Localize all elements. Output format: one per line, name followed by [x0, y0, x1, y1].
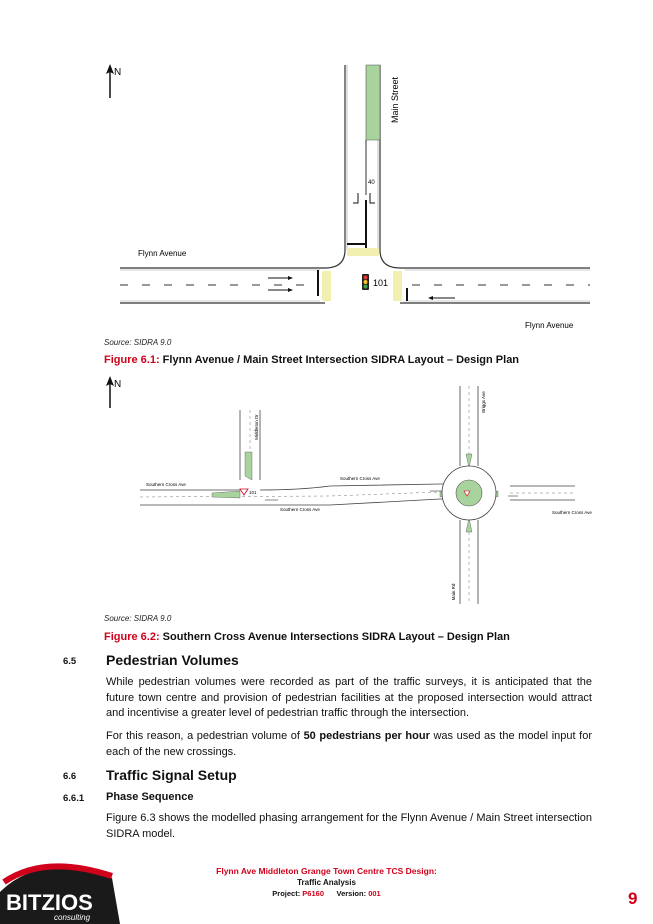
flynn-avenue-left-label: Flynn Avenue	[138, 249, 187, 258]
figure-6-1-caption-number: Figure 6.1:	[104, 354, 160, 366]
node-label-101: 101	[373, 278, 389, 288]
southern-cross-mid-bottom-label: Southern Cross Ave	[280, 507, 320, 512]
footer-document-subtitle: Traffic Analysis	[297, 878, 356, 887]
section-6-5-title: Pedestrian Volumes	[106, 652, 239, 668]
section-6-5-number: 6.5	[63, 656, 77, 667]
footer-document-title: Flynn Ave Middleton Grange Town Centre TCS Design:	[216, 866, 437, 876]
figure-6-2-caption	[104, 631, 510, 643]
section-6-6-title: Traffic Signal Setup	[106, 767, 237, 783]
north-arrow-icon	[106, 376, 114, 408]
page-number: 9	[628, 889, 638, 908]
section-6-5-paragraph-2	[106, 729, 592, 760]
section-6-6-number: 6.6	[63, 771, 77, 782]
north-label-2: N	[114, 379, 122, 390]
logo-subtext: consulting	[54, 913, 91, 922]
para2-start: For this reason, a pedestrian volume of	[106, 730, 304, 742]
southern-cross-right-label: Southern Cross Ave	[552, 510, 592, 515]
figure-6-1-caption-text: Flynn Avenue / Main Street Intersection SIDRA Layout – Design Plan	[159, 354, 520, 366]
section-6-6-1-title: Phase Sequence	[106, 791, 194, 803]
pedestrian-volume-value: 50 pedestrians per hour	[303, 730, 430, 742]
lane-label: 40	[368, 180, 375, 186]
footer-project-version	[0, 889, 653, 898]
bitzios-logo	[0, 852, 120, 924]
section-6-5-paragraph-1: While pedestrian volumes were recorded as part of the traffic surveys, it is anticipated that the future town centre and provision of pedestrian facilities at the proposed intersection would attract and incentivise a greater level of pedestrian traffic through the intersection.	[106, 676, 592, 719]
footer-version-value: 001	[368, 889, 381, 898]
middleton-dr-label: Middleton Dr	[254, 414, 259, 440]
figure-6-2-caption-text: Southern Cross Avenue Intersections SIDRA Layout – Design Plan	[159, 631, 510, 643]
section-6-6-1-paragraph: Figure 6.3 shows the modelled phasing arrangement for the Flynn Avenue / Main Street intersection SIDRA model.	[106, 812, 592, 840]
figure-6-2-source: Source: SIDRA 9.0	[104, 614, 172, 623]
figure-6-2-caption-number: Figure 6.2:	[104, 631, 160, 643]
footer-project-label: Project:	[272, 889, 303, 898]
main-rd-label: Main Rd	[451, 583, 456, 601]
figure-6-1-source: Source: SIDRA 9.0	[104, 338, 172, 347]
briggs-ave-label: Briggs Ave	[481, 391, 486, 413]
logo-wordmark: BITZIOS	[6, 890, 93, 915]
give-way-icon	[240, 489, 248, 495]
roundabout	[442, 466, 496, 520]
footer-version-label: Version:	[336, 889, 369, 898]
section-6-6-1-number: 6.6.1	[63, 793, 85, 804]
southern-cross-left-label: Southern Cross Ave	[146, 482, 186, 487]
north-arrow-icon	[106, 64, 114, 98]
figure-6-2-layout	[100, 372, 605, 608]
southern-cross-mid-top-label: Southern Cross Ave	[340, 476, 380, 481]
north-label: N	[114, 67, 122, 78]
main-street-label: Main Street	[390, 76, 400, 124]
footer-project-value: P6160	[302, 889, 324, 898]
figure-6-1-caption	[104, 354, 519, 366]
figure-6-1-layout	[100, 60, 600, 335]
node-label-left: 101	[249, 490, 257, 495]
para2-end: was used as the model input for each of the new crossings.	[106, 730, 592, 758]
flynn-avenue-right-label: Flynn Avenue	[525, 321, 574, 330]
traffic-signal-icon	[362, 274, 369, 290]
